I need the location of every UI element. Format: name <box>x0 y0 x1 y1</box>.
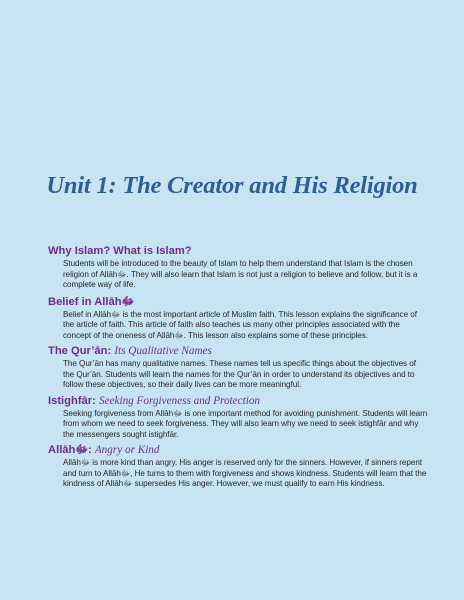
lesson-title: Why Islam? What is Islam? <box>48 245 192 257</box>
lesson-subtitle: Its Qualitative Names <box>114 345 212 357</box>
lesson-heading <box>48 295 428 309</box>
lesson-subtitle: Seeking Forgiveness and Protection <box>98 394 261 407</box>
lesson-heading <box>48 443 428 457</box>
lesson-title: Istighfār: <box>48 394 99 407</box>
lesson-description: Belief in Allāhﷻ is the most important article of Muslim faith. This lesson explains the significance of the article of faith. This article of faith also teaches us many other principles associated with the concept of the oneness of Allāhﷻ. This lesson also explains some of these principles. <box>63 309 417 340</box>
lesson-quran-names <box>48 344 428 391</box>
lesson-belief-in-allah <box>48 295 428 342</box>
lesson-heading <box>48 344 428 358</box>
lesson-why-islam <box>48 244 428 291</box>
lesson-istighfar <box>48 394 428 441</box>
lesson-list <box>48 244 428 493</box>
lesson-heading <box>48 244 428 258</box>
lesson-title: Belief in Allāhﷻ <box>48 295 135 308</box>
unit-title: Unit 1: The Creator and His Religion <box>46 172 418 199</box>
lesson-title: The Qur’ān: <box>48 345 115 357</box>
lesson-description: Students will be introduced to the beauty of Islam to help them understand that Islam is the chosen religion of Allāhﷻ. They will also learn that Islam is not just a religion to believe and follow, but it is a complete way of life. <box>63 259 418 289</box>
lesson-description: Seeking forgiveness from Allāhﷻ is one important method for avoiding punishment. Students will learn from whom we need to seek forgiveness. They will also learn why we need to seek istighfār and why the messengers sought istighfār. <box>63 408 428 439</box>
lesson-description: The Qur’ān has many qualitative names. These names tell us specific things about the objectives of the Qur’ān. Students will learn the names for the Qur’ān in order to understand its objectives and to follow these objectives, so their daily lives can be more meaningful. <box>63 359 416 389</box>
lesson-angry-or-kind <box>48 443 428 490</box>
lesson-description: Allāhﷻ is more kind than angry. His anger is reserved only for the sinners. However, if sinners repent and turn to Allāhﷻ, He turns to them with forgiveness and shows kindness. Students will learn that the kindness of Allāhﷻ supersedes His anger. However, we must qualify to earn His kindness. <box>63 458 427 488</box>
lesson-subtitle: Angry or Kind <box>94 444 160 456</box>
lesson-title: Allāhﷻ: <box>48 444 95 456</box>
lesson-heading <box>48 394 428 408</box>
